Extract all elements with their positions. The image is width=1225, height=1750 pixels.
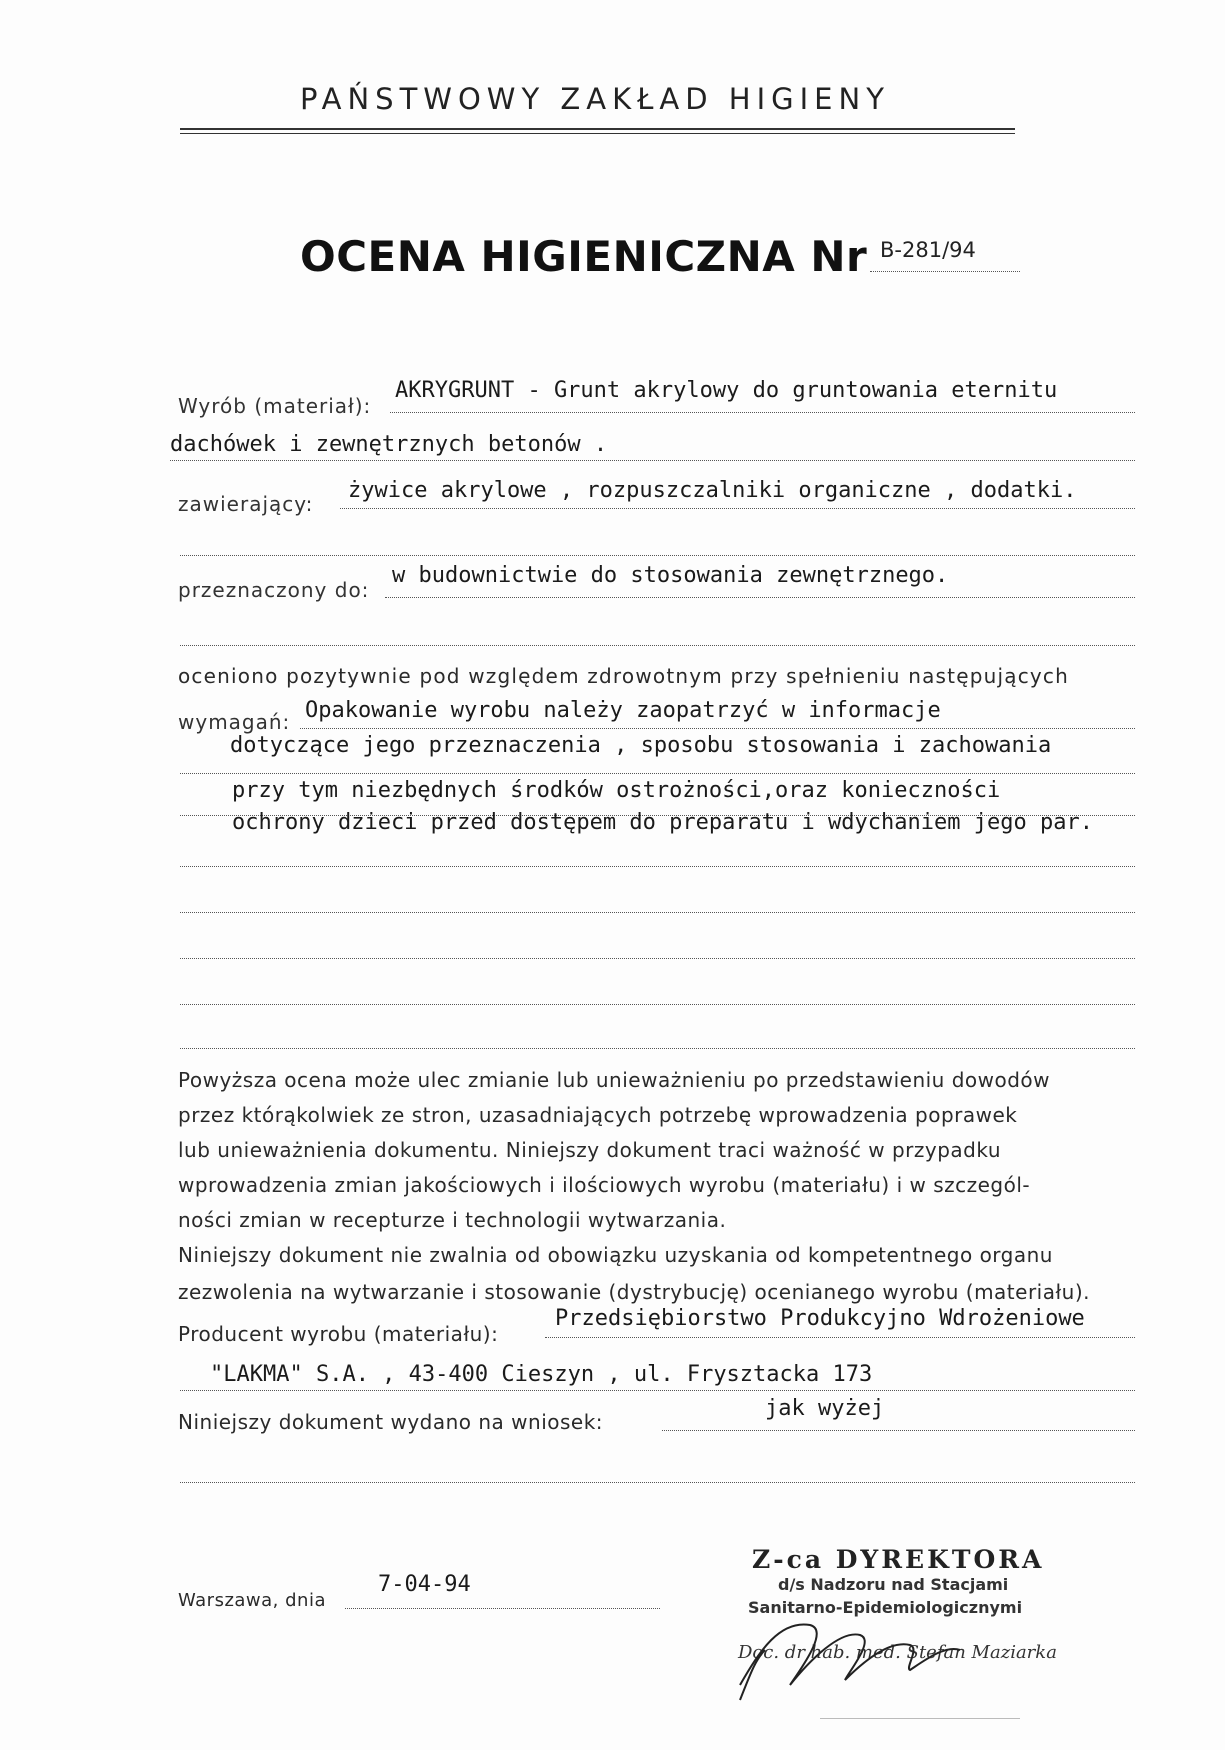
legal-line-4: wprowadzenia zmian jakościowych i ilościowych wyrobu (materiału) i w szczegól-: [178, 1173, 1031, 1197]
assessment-intro: oceniono pozytywnie pod względem zdrowotnym przy spełnieniu następujących: [178, 664, 1070, 688]
requirement-dotted-line-1: [300, 728, 1135, 729]
request-label: Niniejszy dokument wydano na wniosek:: [178, 1410, 604, 1434]
blank-dotted-line-2: [180, 912, 1135, 913]
product-line-2: dachówek i zewnętrznych betonów .: [170, 432, 608, 457]
requirement-line-4: ochrony dzieci przed dostępem do preparatu i wdychaniem jego par.: [232, 810, 1093, 835]
product-label: Wyrób (materiał):: [178, 394, 372, 418]
producer-line-2: "LAKMA" S.A. , 43-400 Cieszyn , ul. Frysztacka 173: [210, 1362, 873, 1387]
blank-dotted-line-1: [180, 866, 1135, 867]
producer-dotted-line-2: [180, 1390, 1135, 1391]
stamp-line-1: d/s Nadzoru nad Stacjami: [778, 1575, 1009, 1594]
requirement-dotted-line-2: [180, 773, 1135, 774]
date-dotted-line: [345, 1608, 660, 1609]
product-dotted-line-1: [390, 412, 1135, 413]
intended-dotted-line: [385, 597, 1135, 598]
request-dotted-line-2: [180, 1482, 1135, 1483]
date-value: 7-04-94: [378, 1572, 471, 1597]
intended-dotted-line-2: [180, 645, 1135, 646]
producer-dotted-line-1: [545, 1337, 1135, 1338]
producer-label: Producent wyrobu (materiału):: [178, 1322, 499, 1346]
legal-line-1: Powyższa ocena może ulec zmianie lub unieważnieniu po przedstawieniu dowodów: [178, 1068, 1051, 1092]
bottom-rule: [820, 1718, 1020, 1719]
intended-value: w budownictwie do stosowania zewnętrznego.: [392, 563, 949, 588]
legal-line-2: przez którąkolwiek ze stron, uzasadniających potrzebę wprowadzenia poprawek: [178, 1103, 1018, 1127]
handwritten-signature: [720, 1590, 1050, 1710]
contains-label: zawierający:: [178, 492, 314, 516]
stamp-name: Doc. dr hab. med. Stefan Maziarka: [738, 1642, 1057, 1663]
header-rule-top: [180, 128, 1015, 130]
document-number-line: [870, 271, 1020, 272]
contains-dotted-line-2: [180, 555, 1135, 556]
intended-label: przeznaczony do:: [178, 578, 370, 602]
stamp-title: Z-ca DYREKTORA: [752, 1545, 1045, 1574]
header-rule-bottom: [180, 133, 1015, 134]
blank-dotted-line-4: [180, 1004, 1135, 1005]
blank-dotted-line-3: [180, 958, 1135, 959]
legal-line-6: Niniejszy dokument nie zwalnia od obowiązku uzyskania od kompetentnego organu: [178, 1243, 1053, 1267]
contains-dotted-line: [340, 508, 1135, 509]
requirements-label: wymagań:: [178, 710, 291, 734]
legal-line-5: ności zmian w recepturze i technologii wytwarzania.: [178, 1208, 727, 1232]
document-title: OCENA HIGIENICZNA Nr: [300, 232, 868, 281]
document-number: B-281/94: [880, 238, 976, 262]
legal-line-7: zezwolenia na wytwarzanie i stosowanie (dystrybucję) ocenianego wyrobu (materiału).: [178, 1280, 1091, 1304]
stamp-line-2: Sanitarno-Epidemiologicznymi: [748, 1598, 1023, 1617]
institution-header: PAŃSTWOWY ZAKŁAD HIGIENY: [300, 82, 890, 116]
date-label: Warszawa, dnia: [178, 1590, 326, 1611]
product-dotted-line-2: [170, 460, 1135, 461]
request-dotted-line: [662, 1430, 1135, 1431]
product-line-1: AKRYGRUNT - Grunt akrylowy do gruntowania eternitu: [395, 378, 1058, 403]
requirement-line-1: Opakowanie wyrobu należy zaopatrzyć w informacje: [305, 698, 941, 723]
requirement-line-2: dotyczące jego przeznaczenia , sposobu stosowania i zachowania: [230, 733, 1052, 758]
legal-line-3: lub unieważnienia dokumentu. Niniejszy dokument traci ważność w przypadku: [178, 1138, 1002, 1162]
requirement-line-3: przy tym niezbędnych środków ostrożności,oraz konieczności: [232, 778, 1001, 803]
producer-line-1: Przedsiębiorstwo Produkcyjno Wdrożeniowe: [555, 1306, 1085, 1331]
blank-dotted-line-5: [180, 1048, 1135, 1049]
contains-value: żywice akrylowe , rozpuszczalniki organiczne , dodatki.: [348, 478, 1077, 503]
request-value: jak wyżej: [765, 1396, 885, 1421]
